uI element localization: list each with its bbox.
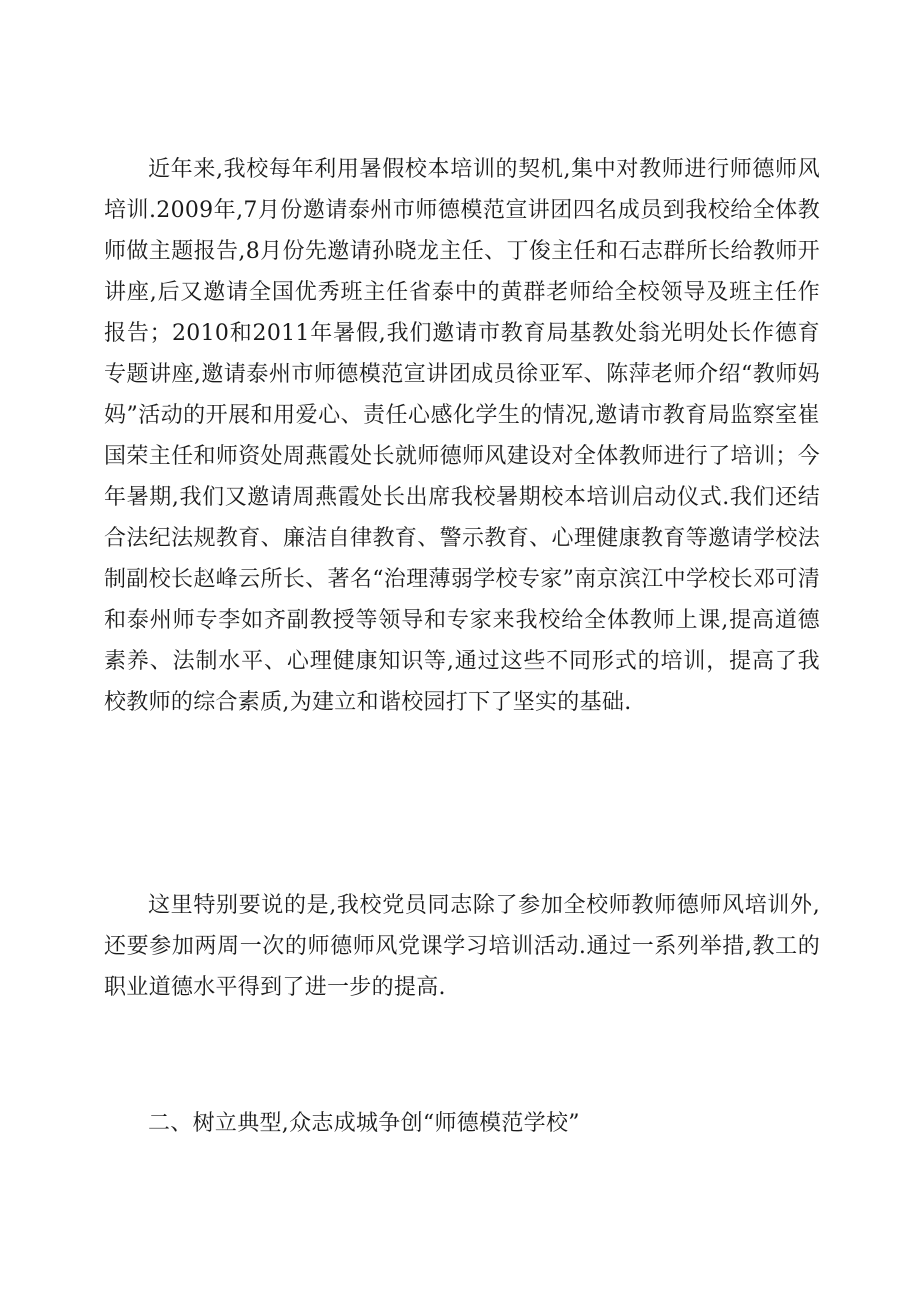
section-heading: 二、树立典型,众志成城争创“师德模范学校”	[148, 1111, 580, 1136]
body-paragraph-training: 近年来,我校每年利用暑假校本培训的契机,集中对教师进行师德师风培训.2009年,7月份邀请泰州市师德模范宣讲团四名成员到我校给全体教师做主题报告,8月份先邀请孙晓龙主任、丁俊主任和石志群所长给教师开讲座,后又邀请全国优秀班主任省泰中的黄群老师给全校领导及班主任作报告；2010和2011年暑假,我们邀请市教育局基教处翁光明处长作德育专题讲座,邀请泰州市师德模范宣讲团成员徐亚军、陈萍老师介绍“教师妈妈”活动的开展和用爱心、责任心感化学生的情况,邀请市教育局监察室崔国荣主任和师资处周燕霞处长就师德师风建设对全体教师进行了培训；今年暑期,我们又邀请周燕霞处长出席我校暑期校本培训启动仪式.我们还结合法纪法规教育、廉洁自律教育、警示教育、心理健康教育等邀请学校法制副校长赵峰云所长、著名“治理薄弱学校专家”南京滨江中学校长邓可清和泰州师专李如齐副教授等领导和专家来我校给全体教师上课,提高道德素养、法制水平、心理健康知识等,通过这些不同形式的培训，提高了我校教师的综合素质,为建立和谐校园打下了坚实的基础.	[104, 157, 820, 715]
body-paragraph-party-members: 这里特别要说的是,我校党员同志除了参加全校师教师德师风培训外,还要参加两周一次的师德师风党课学习培训活动.通过一系列举措,教工的职业道德水平得到了进一步的提高.	[104, 893, 820, 1000]
